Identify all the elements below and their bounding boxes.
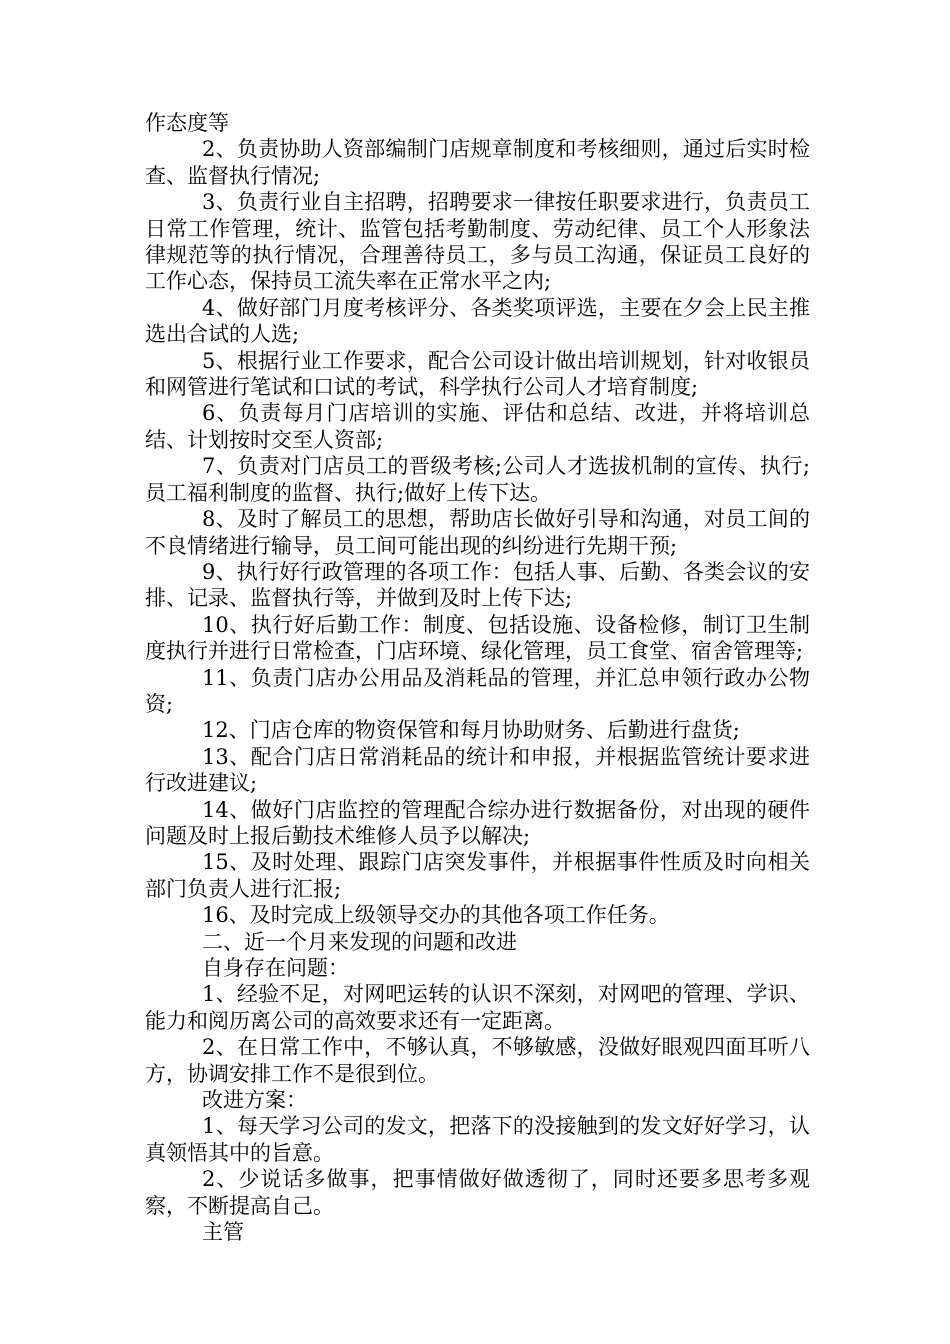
problem-item-1: 1、经验不足，对网吧运转的认识不深刻，对网吧的管理、学识、能力和阅历离公司的高效要求还有一定距离。: [145, 982, 810, 1033]
list-item-6: 6、负责每月门店培训的实施、评估和总结、改进，并将培训总结、计划按时交至人资部;: [145, 401, 810, 452]
list-item-12: 12、门店仓库的物资保管和每月协助财务、后勤进行盘货;: [202, 718, 740, 743]
improvement-item-2: 2、少说话多做事，把事情做好做透彻了，同时还要多思考多观察，不断提高自己。: [145, 1167, 810, 1218]
subheading-problems: 自身存在问题：: [202, 956, 349, 980]
list-item-14: 14、做好门店监控的管理配合综办进行数据备份，对出现的硬件问题及时上报后勤技术维修人员予以解决;: [145, 797, 810, 848]
list-item-7: 7、负责对门店员工的晋级考核;公司人才选拔机制的宣传、执行;员工福利制度的监督、执行;做好上传下达。: [145, 454, 810, 505]
list-item-4: 4、做好部门月度考核评分、各类奖项评选，主要在夕会上民主推选出合试的人选;: [145, 295, 810, 347]
list-item-5: 5、根据行业工作要求，配合公司设计做出培训规划，针对收银员和网管进行笔试和口试的考试，科学执行公司人才培育制度;: [145, 348, 810, 400]
list-item-8: 8、及时了解员工的思想，帮助店长做好引导和沟通，对员工间的不良情绪进行输导，员工间可能出现的纠纷进行先期干预;: [145, 507, 810, 558]
subheading-improvement: 改进方案：: [202, 1088, 307, 1113]
paragraph-continuation: 作态度等: [145, 111, 229, 135]
document-body: [145, 110, 810, 1245]
list-item-9: 9、执行好行政管理的各项工作：包括人事、后勤、各类会议的安排、记录、监督执行等，并做到及时上传下达;: [145, 559, 810, 611]
list-item-15: 15、及时处理、跟踪门店突发事件，并根据事件性质及时向相关部门负责人进行汇报;: [145, 850, 810, 901]
signature-title: 主管: [202, 1220, 244, 1245]
list-item-16: 16、及时完成上级领导交办的其他各项工作任务。: [202, 903, 670, 928]
list-item-2: 2、负责协助人资部编制门店规章制度和考核细则，通过后实时检查、监督执行情况;: [145, 137, 810, 188]
improvement-item-1: 1、每天学习公司的发文，把落下的没接触到的发文好好学习，认真领悟其中的旨意。: [145, 1114, 810, 1165]
section-heading: 二、近一个月来发现的问题和改进: [202, 929, 517, 954]
list-item-3: 3、负责行业自主招聘，招聘要求一律按任职要求进行，负责员工日常工作管理，统计、监管包括考勤制度、劳动纪律、员工个人形象法律规范等的执行情况，合理善待员工，多与员工沟通，保证员工良好的工作心态，保持员工流失率在正常水平之内;: [145, 190, 810, 294]
list-item-10: 10、执行好后勤工作：制度、包括设施、设备检修，制订卫生制度执行并进行日常检查，门店环境、绿化管理，员工食堂、宿舍管理等;: [145, 612, 810, 664]
list-item-13: 13、配合门店日常消耗品的统计和申报，并根据监管统计要求进行改进建议;: [145, 744, 810, 796]
problem-item-2: 2、在日常工作中，不够认真，不够敏感，没做好眼观四面耳听八方，协调安排工作不是很到位。: [145, 1035, 810, 1086]
list-item-11: 11、负责门店办公用品及消耗品的管理，并汇总申领行政办公物资;: [145, 665, 810, 716]
